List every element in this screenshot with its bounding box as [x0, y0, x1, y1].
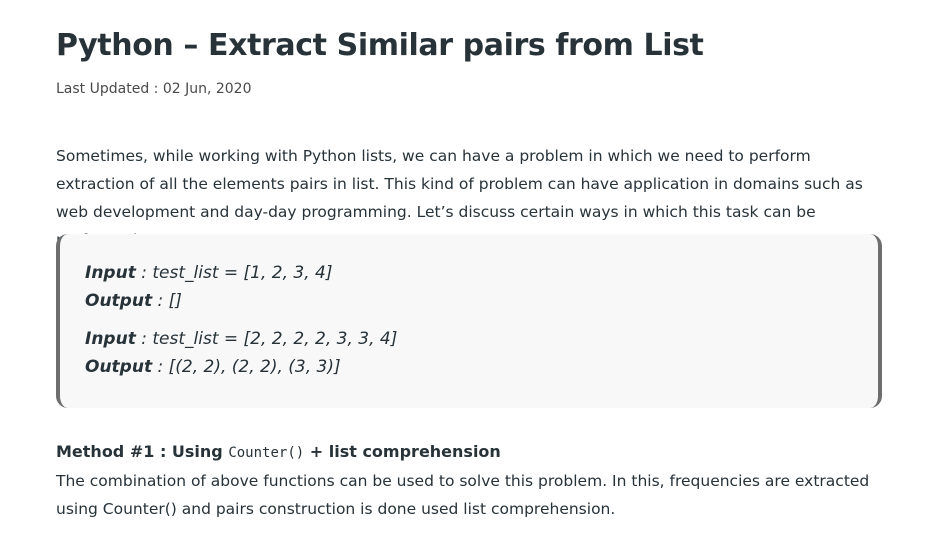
output-value: : [(2, 2), (2, 2), (3, 3)]: [152, 357, 341, 377]
last-updated-date: Last Updated : 02 Jun, 2020: [56, 81, 252, 97]
example-2-input: [85, 327, 397, 351]
example-1-output: [85, 289, 182, 313]
method-1-description: The combination of above functions can be used to solve this problem. In this, frequencies are extracted using Counter() and pairs construction is done used list comprehension.: [56, 472, 870, 518]
heading-suffix: + list comprehension: [304, 442, 501, 461]
page-title: Python – Extract Similar pairs from List: [56, 28, 704, 63]
example-code-box: [56, 234, 882, 408]
example-2-output: [85, 355, 341, 379]
output-label: Output: [85, 291, 153, 311]
example-1-input: [85, 261, 332, 285]
input-label: Input: [85, 329, 136, 349]
output-label: Output: [85, 357, 153, 377]
input-value: : test_list = [1, 2, 3, 4]: [135, 263, 333, 283]
method-1-heading: [56, 440, 501, 465]
input-label: Input: [85, 263, 136, 283]
output-value: : []: [152, 291, 182, 311]
heading-prefix: Method #1 : Using: [56, 442, 229, 461]
input-value: : test_list = [2, 2, 2, 2, 3, 3, 4]: [135, 329, 398, 349]
heading-code: Counter(): [228, 445, 305, 461]
intro-paragraph: Sometimes, while working with Python lists, we can have a problem in which we need to perform extraction of all the elements pairs in list. This kind of problem can have application in domains such as web development and day-day programming. Let’s discuss certain ways in which this task can be: [56, 147, 863, 221]
